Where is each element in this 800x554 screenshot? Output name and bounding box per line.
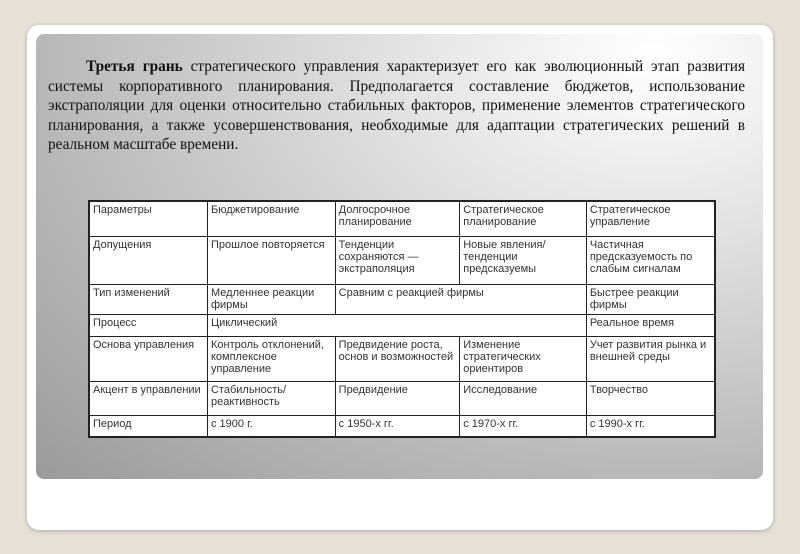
- header-cell: Параметры: [89, 201, 207, 236]
- table-cell: Стабильность/ реактивность: [207, 381, 335, 415]
- table-cell: Быстрее реакции фирмы: [586, 284, 715, 314]
- header-cell: Стратегическое планирование: [460, 201, 587, 236]
- table-cell: Новые явления/ тенденции предсказуемы: [460, 236, 587, 284]
- header-cell: Стратегическое управление: [586, 201, 715, 236]
- intro-paragraph: [48, 57, 745, 155]
- comparison-table: [88, 200, 716, 438]
- table-row: [89, 314, 715, 336]
- table-cell: с 1900 г.: [207, 415, 335, 437]
- paragraph-lead: Третья грань: [86, 58, 183, 76]
- table-cell: Циклический: [207, 314, 586, 336]
- table-row: [89, 284, 715, 314]
- param-cell: Акцент в управлении: [89, 381, 207, 415]
- header-cell: Бюджетирование: [207, 201, 335, 236]
- table-cell: Учет развития рынка и внешней среды: [586, 336, 715, 381]
- table-row: [89, 236, 715, 284]
- header-cell: Долгосрочное планирование: [335, 201, 460, 236]
- table-cell: Творчество: [586, 381, 715, 415]
- table-cell: Предвидение роста, основ и возможностей: [335, 336, 460, 381]
- table-cell: Медленнее реакции фирмы: [207, 284, 335, 314]
- table-cell: Изменение стратегических ориентиров: [460, 336, 587, 381]
- table-cell: Контроль отклонений, комплексное управление: [207, 336, 335, 381]
- table-row: [89, 381, 715, 415]
- table-cell: Частичная предсказуемость по слабым сигналам: [586, 236, 715, 284]
- paragraph-text: стратегического управления характеризует его как эволюционный этап развития системы корпоративного планирования. Предполагается составление бюджетов, использование экстраполяции для оценки относительно стабильных факторов, применение элементов стратегического планирования, а также усовершенствования, необходимые для адаптации стратегических решений в реальном масштабе времени.: [48, 58, 745, 154]
- param-cell: Основа управления: [89, 336, 207, 381]
- table-cell: с 1950-х гг.: [335, 415, 460, 437]
- param-cell: Допущения: [89, 236, 207, 284]
- table-cell: Реальное время: [586, 314, 715, 336]
- table-cell: с 1990-х гг.: [586, 415, 715, 437]
- table-cell: Предвидение: [335, 381, 460, 415]
- table-cell: Исследование: [460, 381, 587, 415]
- param-cell: Тип изменений: [89, 284, 207, 314]
- table-header-row: [89, 201, 715, 236]
- table-cell: Прошлое повторяется: [207, 236, 335, 284]
- param-cell: Период: [89, 415, 207, 437]
- table-row: [89, 336, 715, 381]
- table-cell: Тенденции сохраняются — экстраполяция: [335, 236, 460, 284]
- table-row: [89, 415, 715, 437]
- param-cell: Процесс: [89, 314, 207, 336]
- table-cell: с 1970-х гг.: [460, 415, 587, 437]
- table-cell: Сравним с реакцией фирмы: [335, 284, 586, 314]
